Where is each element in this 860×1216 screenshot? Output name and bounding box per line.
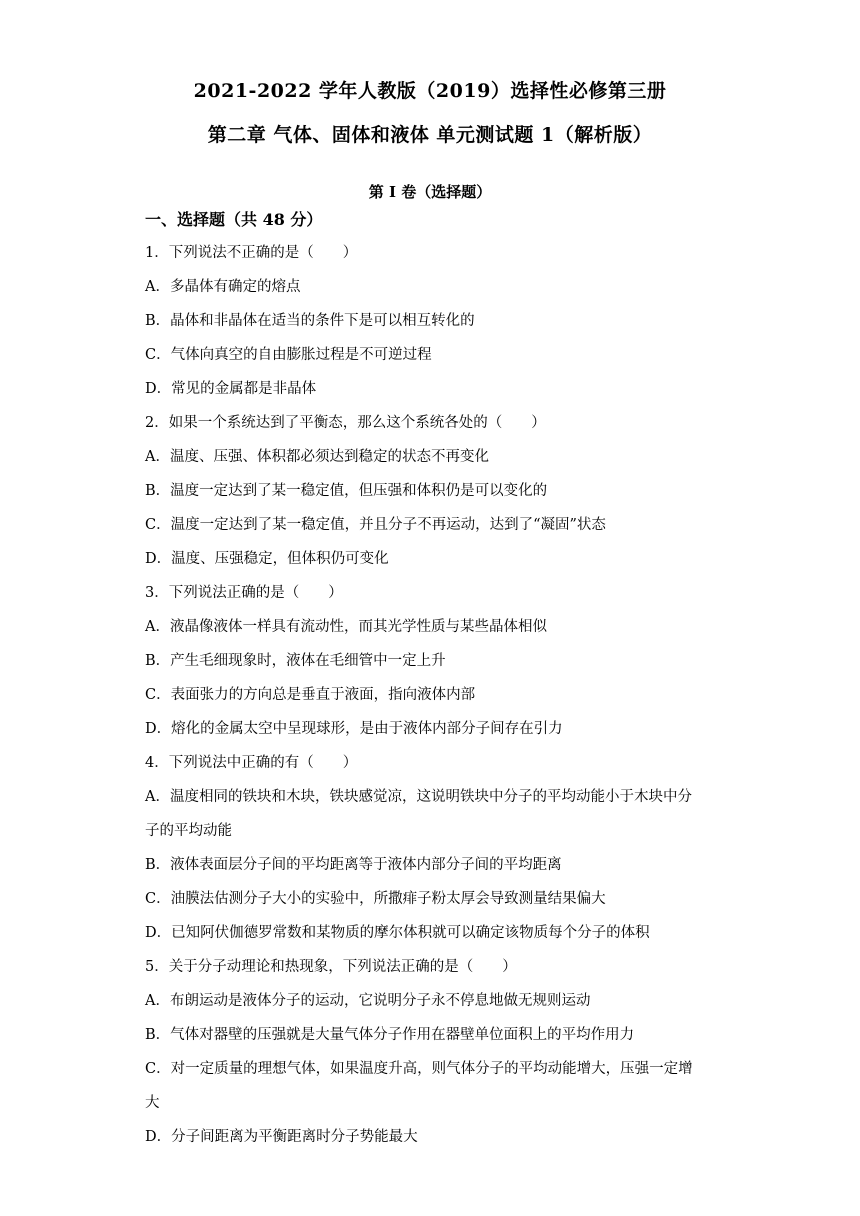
question-2-option-c: C．温度一定达到了某一稳定值，并且分子不再运动，达到了“凝固”状态 <box>145 517 606 533</box>
question-1-option-a: A．多晶体有确定的熔点 <box>145 279 301 295</box>
question-1-option-d: D．常见的金属都是非晶体 <box>145 381 317 397</box>
document-title-line-2: 第二章 气体、固体和液体 单元测试题 1（解析版） <box>207 124 653 146</box>
question-1-stem: 1．下列说法不正确的是（ ） <box>145 245 358 261</box>
question-5-option-a: A．布朗运动是液体分子的运动，它说明分子永不停息地做无规则运动 <box>145 993 591 1009</box>
question-4-stem: 4．下列说法中正确的有（ ） <box>145 755 358 771</box>
question-2-option-d: D．温度、压强稳定，但体积仍可变化 <box>145 551 389 567</box>
question-2-option-a: A．温度、压强、体积都必须达到稳定的状态不再变化 <box>145 449 489 465</box>
question-1-option-c: C．气体向真空的自由膨胀过程是不可逆过程 <box>145 347 432 363</box>
document-title-line-1: 2021-2022 学年人教版（2019）选择性必修第三册 <box>193 80 667 102</box>
section-heading: 一、选择题（共 48 分） <box>145 210 323 229</box>
question-4-option-a: A．温度相同的铁块和木块，铁块感觉凉，这说明铁块中分子的平均动能小于木块中分 <box>145 789 692 805</box>
question-3-option-a: A．液晶像液体一样具有流动性，而其光学性质与某些晶体相似 <box>145 619 547 635</box>
volume-title: 第 I 卷（选择题） <box>368 183 492 201</box>
question-4-option-c: C．油膜法估测分子大小的实验中，所撒痱子粉太厚会导致测量结果偏大 <box>145 891 606 907</box>
question-3-option-d: D．熔化的金属太空中呈现球形，是由于液体内部分子间存在引力 <box>145 721 563 737</box>
question-2-stem: 2．如果一个系统达到了平衡态，那么这个系统各处的（ ） <box>145 415 546 431</box>
question-4-option-b: B．液体表面层分子间的平均距离等于液体内部分子间的平均距离 <box>145 857 562 873</box>
question-5-option-c-continued: 大 <box>145 1095 160 1111</box>
question-list <box>145 236 725 1154</box>
question-5-option-b: B．气体对器壁的压强就是大量气体分子作用在器壁单位面积上的平均作用力 <box>145 1027 635 1043</box>
question-3-option-b: B．产生毛细现象时，液体在毛细管中一定上升 <box>145 653 446 669</box>
question-4-option-d: D．已知阿伏伽德罗常数和某物质的摩尔体积就可以确定该物质每个分子的体积 <box>145 925 650 941</box>
question-5-option-d: D．分子间距离为平衡距离时分子势能最大 <box>145 1129 418 1145</box>
question-3-option-c: C．表面张力的方向总是垂直于液面，指向液体内部 <box>145 687 476 703</box>
question-2-option-b: B．温度一定达到了某一稳定值，但压强和体积仍是可以变化的 <box>145 483 548 499</box>
question-5-option-c: C．对一定质量的理想气体，如果温度升高，则气体分子的平均动能增大，压强一定增 <box>145 1061 693 1077</box>
question-4-option-a-continued: 子的平均动能 <box>145 823 232 839</box>
question-3-stem: 3．下列说法正确的是（ ） <box>145 585 343 601</box>
question-1-option-b: B．晶体和非晶体在适当的条件下是可以相互转化的 <box>145 313 475 329</box>
question-5-stem: 5．关于分子动理论和热现象，下列说法正确的是（ ） <box>145 959 517 975</box>
